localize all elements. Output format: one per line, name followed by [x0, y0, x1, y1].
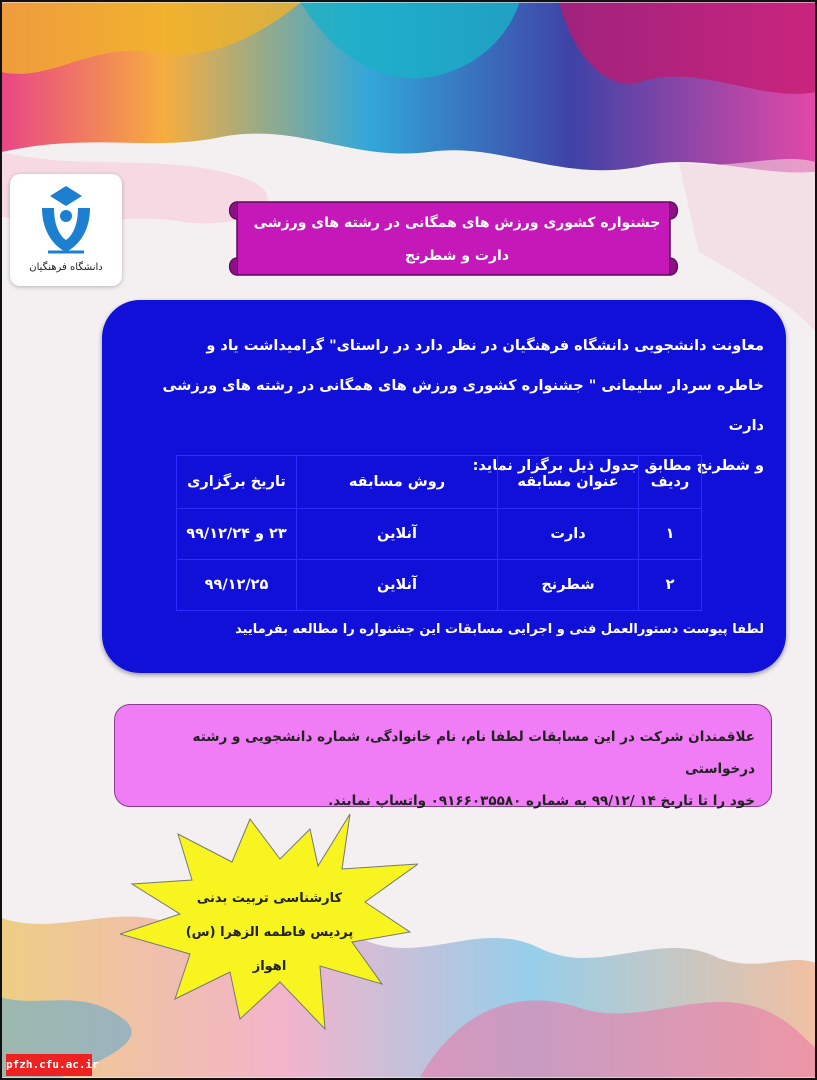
organizer-text — [152, 882, 387, 984]
header-competition-method: روش مسابقه — [297, 456, 498, 509]
header-date: تاریخ برگزاری — [177, 456, 297, 509]
site-watermark: pfzh.cfu.ac.ir — [6, 1054, 92, 1076]
header-competition-title: عنوان مسابقه — [498, 456, 639, 509]
table-header-row — [177, 456, 702, 509]
organizer-line1: کارشناسی تربیت بدنی — [196, 891, 343, 906]
schedule-table — [176, 455, 702, 611]
contact-box — [114, 704, 772, 807]
organizer-line2: پردیس فاطمه الزهرا (س) — [185, 925, 354, 940]
contact-text — [133, 721, 755, 817]
logo-text: دانشگاه فرهنگیان — [29, 262, 103, 273]
intro-line1: معاونت دانشجویی دانشگاه فرهنگیان در نظر دارد در راستای" گرامیداشت یاد و — [206, 338, 764, 354]
university-logo-icon — [20, 182, 112, 260]
banner-title — [252, 207, 662, 273]
cell-date: ۹۹/۱۲/۲۵ — [177, 560, 297, 611]
table-row — [177, 560, 702, 611]
logo-card — [10, 174, 122, 286]
title-banner — [227, 197, 680, 282]
intro-line2: خاطره سردار سلیمانی " جشنواره کشوری ورزش های همگانی در رشته های ورزشی دارت — [162, 378, 764, 434]
cell-row-number: ۱ — [639, 509, 702, 560]
banner-title-line2: دارت و شطرنج — [404, 248, 510, 264]
banner-title-line1: جشنواره کشوری ورزش های همگانی در رشته های ورزشی — [253, 215, 661, 231]
cell-competition-title: شطرنج — [498, 560, 639, 611]
intro-line3: و شطرنج مطابق جدول ذیل برگزار نماید: — [472, 458, 764, 474]
contact-line1: علاقمندان شرکت در این مسابقات لطفا نام، نام خانوادگی، شماره دانشجویی و رشته درخواستی — [192, 729, 755, 777]
cell-row-number: ۲ — [639, 560, 702, 611]
table-row — [177, 509, 702, 560]
cell-date: ۲۳ و ۹۹/۱۲/۲۴ — [177, 509, 297, 560]
cell-competition-title: دارت — [498, 509, 639, 560]
cell-competition-method: آنلاین — [297, 560, 498, 611]
info-box — [102, 300, 786, 673]
header-row-number: ردیف — [639, 456, 702, 509]
contact-line2: خود را تا تاریخ ۱۴ /۹۹/۱۲ به شماره ۰۹۱۶۶۰۳۵۵۸۰ واتساپ نمایند. — [328, 793, 755, 809]
organizer-line3: اهواز — [252, 959, 287, 974]
cell-competition-method: آنلاین — [297, 509, 498, 560]
instructions-note: لطفا پیوست دستورالعمل فنی و اجرایی مسابقات این جشنواره را مطالعه بفرمایید — [235, 622, 764, 637]
